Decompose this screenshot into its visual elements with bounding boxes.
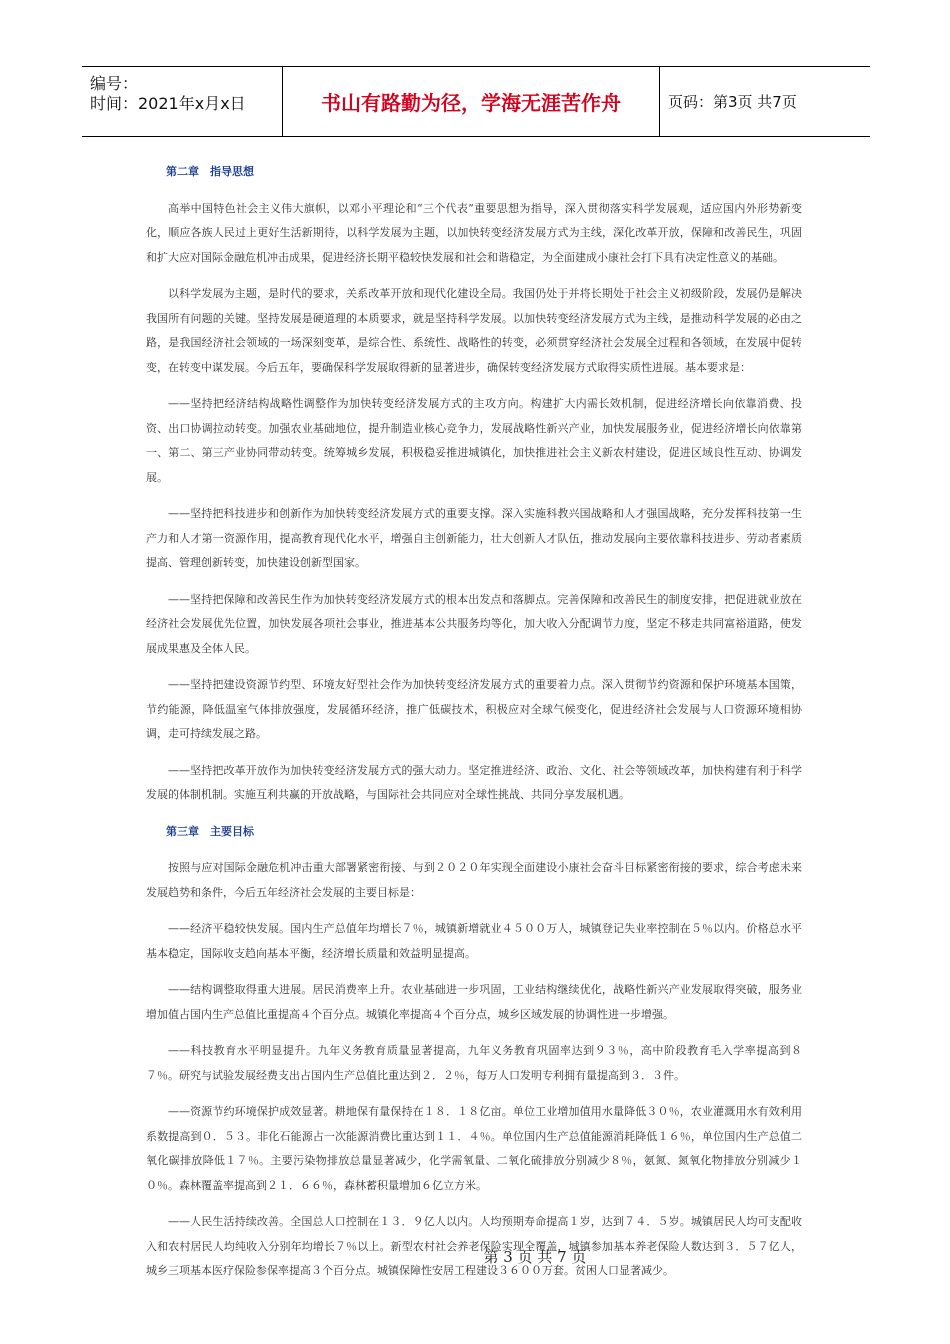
paragraph: 以科学发展为主题，是时代的要求，关系改革开放和现代化建设全局。我国仍处于并将长期处于社会主义初级阶段，发展仍是解决我国所有问题的关键。坚持发展是硬道理的本质要求，就是坚持科学发展。以加快转变经济发展方式为主线，是推动科学发展的必由之路，是我国经济社会领域的一场深刻变革，是综合性、系统性、战略性的转变，必须贯穿经济社会发展全过程和各领域，在发展中促转变，在转变中谋发展。今后五年，要确保科学发展取得新的显著进步，确保转变经济发展方式取得实质性进展。基本要求是： [146,287,802,374]
paragraph: 高举中国特色社会主义伟大旗帜，以邓小平理论和“三个代表”重要思想为指导，深入贯彻落实科学发展观，适应国内外形势新变化，顺应各族人民过上更好生活新期待，以科学发展为主题，以加快转变经济发展方式为主线，深化改革开放，保障和改善民生，巩固和扩大应对国际金融危机冲击成果，促进经济长期平稳较快发展和社会和谐稳定，为全面建成小康社会打下具有决定性意义的基础。 [146,201,802,264]
paragraph: ——坚持把科技进步和创新作为加快转变经济发展方式的重要支撑。深入实施科教兴国战略和人才强国战略，充分发挥科技第一生产力和人才第一资源作用，提高教育现代化水平，增强自主创新能力，壮大创新人才队伍，推动发展向主要依靠科技进步、劳动者素质提高、管理创新转变，加快建设创新型国家。 [146,507,802,569]
header-motto: 书山有路勤为径，学海无涯苦作舟 [321,91,621,115]
paragraph: ——资源节约环境保护成效显著。耕地保有量保持在１８．１８亿亩。单位工业增加值用水量降低３０％，农业灌溉用水有效利用系数提高到０．５３。非化石能源占一次能源消费比重达到１１．４％。单位国内生产总值能源消耗降低１６％，单位国内生产总值二氧化碳排放降低１７％。主要污染物排放总量显著减少，化学需氧量、二氧化硫排放分别减少８％，氨氮、氮氧化物排放分别减少１０％。森林覆盖率提高到２１．６６％，森林蓄积量增加６亿立方米。 [146,1105,802,1192]
paragraph: ——科技教育水平明显提升。九年义务教育质量显著提高，九年义务教育巩固率达到９３％，高中阶段教育毛入学率提高到８７％。研究与试验发展经费支出占国内生产总值比重达到２．２％，每万人口发明专利拥有量提高到３．３件。 [146,1044,802,1082]
document-number-label: 编号： [90,74,139,93]
paragraph: ——坚持把改革开放作为加快转变经济发展方式的强大动力。坚定推进经济、政治、文化、社会等领域改革，加快构建有利于科学发展的体制机制。实施互利共赢的开放战略，与国际社会共同应对全球性挑战、共同分享发展机遇。 [146,763,802,801]
header-meta [82,67,282,136]
paragraph: ——人民生活持续改善。全国总人口控制在１３．９亿人以内。人均预期寿命提高１岁，达到７４．５岁。城镇居民人均可支配收入和农村居民人均纯收入分别年均增长７％以上。新型农村社会养老保险实现全覆盖，城镇参加基本养老保险人数达到３．５７亿人，城乡三项基本医疗保险参保率提高３个百分点。城镇保障性安居工程建设３６００万套。贫困人口显著减少。 [146,1215,802,1277]
chapter-title: 第三章 主要目标 [166,824,254,838]
paragraph: ——结构调整取得重大进展。居民消费率上升。农业基础进一步巩固，工业结构继续优化，战略性新兴产业发展取得突破，服务业增加值占国内生产总值比重提高４个百分点。城镇化率提高４个百分点，城乡区域发展的协调性进一步增强。 [146,983,802,1021]
page-footer: 第 3 页 共 7 页 [483,1248,587,1266]
document-body [146,160,802,1296]
paragraph: ——经济平稳较快发展。国内生产总值年均增长７％，城镇新增就业４５００万人，城镇登记失业率控制在５％以内。价格总水平基本稳定，国际收支趋向基本平衡，经济增长质量和效益明显提高。 [146,922,802,960]
paragraph: 按照与应对国际金融危机冲击重大部署紧密衔接、与到２０２０年实现全面建设小康社会奋斗目标紧密衔接的要求，综合考虑未来发展趋势和条件，今后五年经济社会发展的主要目标是： [146,861,802,899]
paragraph: ——坚持把经济结构战略性调整作为加快转变经济发展方式的主攻方向。构建扩大内需长效机制，促进经济增长向依靠消费、投资、出口协调拉动转变。加强农业基础地位，提升制造业核心竞争力，发展战略性新兴产业，加快发展服务业，促进经济增长向依靠第一、第二、第三产业协同带动转变。统筹城乡发展，积极稳妥推进城镇化，加快推进社会主义新农村建设，促进区域良性互动、协调发展。 [146,397,802,484]
chapter-title: 第二章 指导思想 [166,165,254,178]
document-time-label: 时间：2021年x月x日 [90,94,246,113]
header-page-info: 页码：第3页 共7页 [668,93,797,111]
paragraph: ——坚持把保障和改善民生作为加快转变经济发展方式的根本出发点和落脚点。完善保障和改善民生的制度安排，把促进就业放在经济社会发展优先位置，加快发展各项社会事业，推进基本公共服务均等化，加大收入分配调节力度，坚定不移走共同富裕道路，使发展成果惠及全体人民。 [146,592,802,655]
page-header [82,66,870,137]
paragraph: ——坚持把建设资源节约型、环境友好型社会作为加快转变经济发展方式的重要着力点。深入贯彻节约资源和保护环境基本国策，节约能源，降低温室气体排放强度，发展循环经济，推广低碳技术，积极应对全球气候变化，促进经济社会发展与人口资源环境相协调，走可持续发展之路。 [146,678,802,740]
